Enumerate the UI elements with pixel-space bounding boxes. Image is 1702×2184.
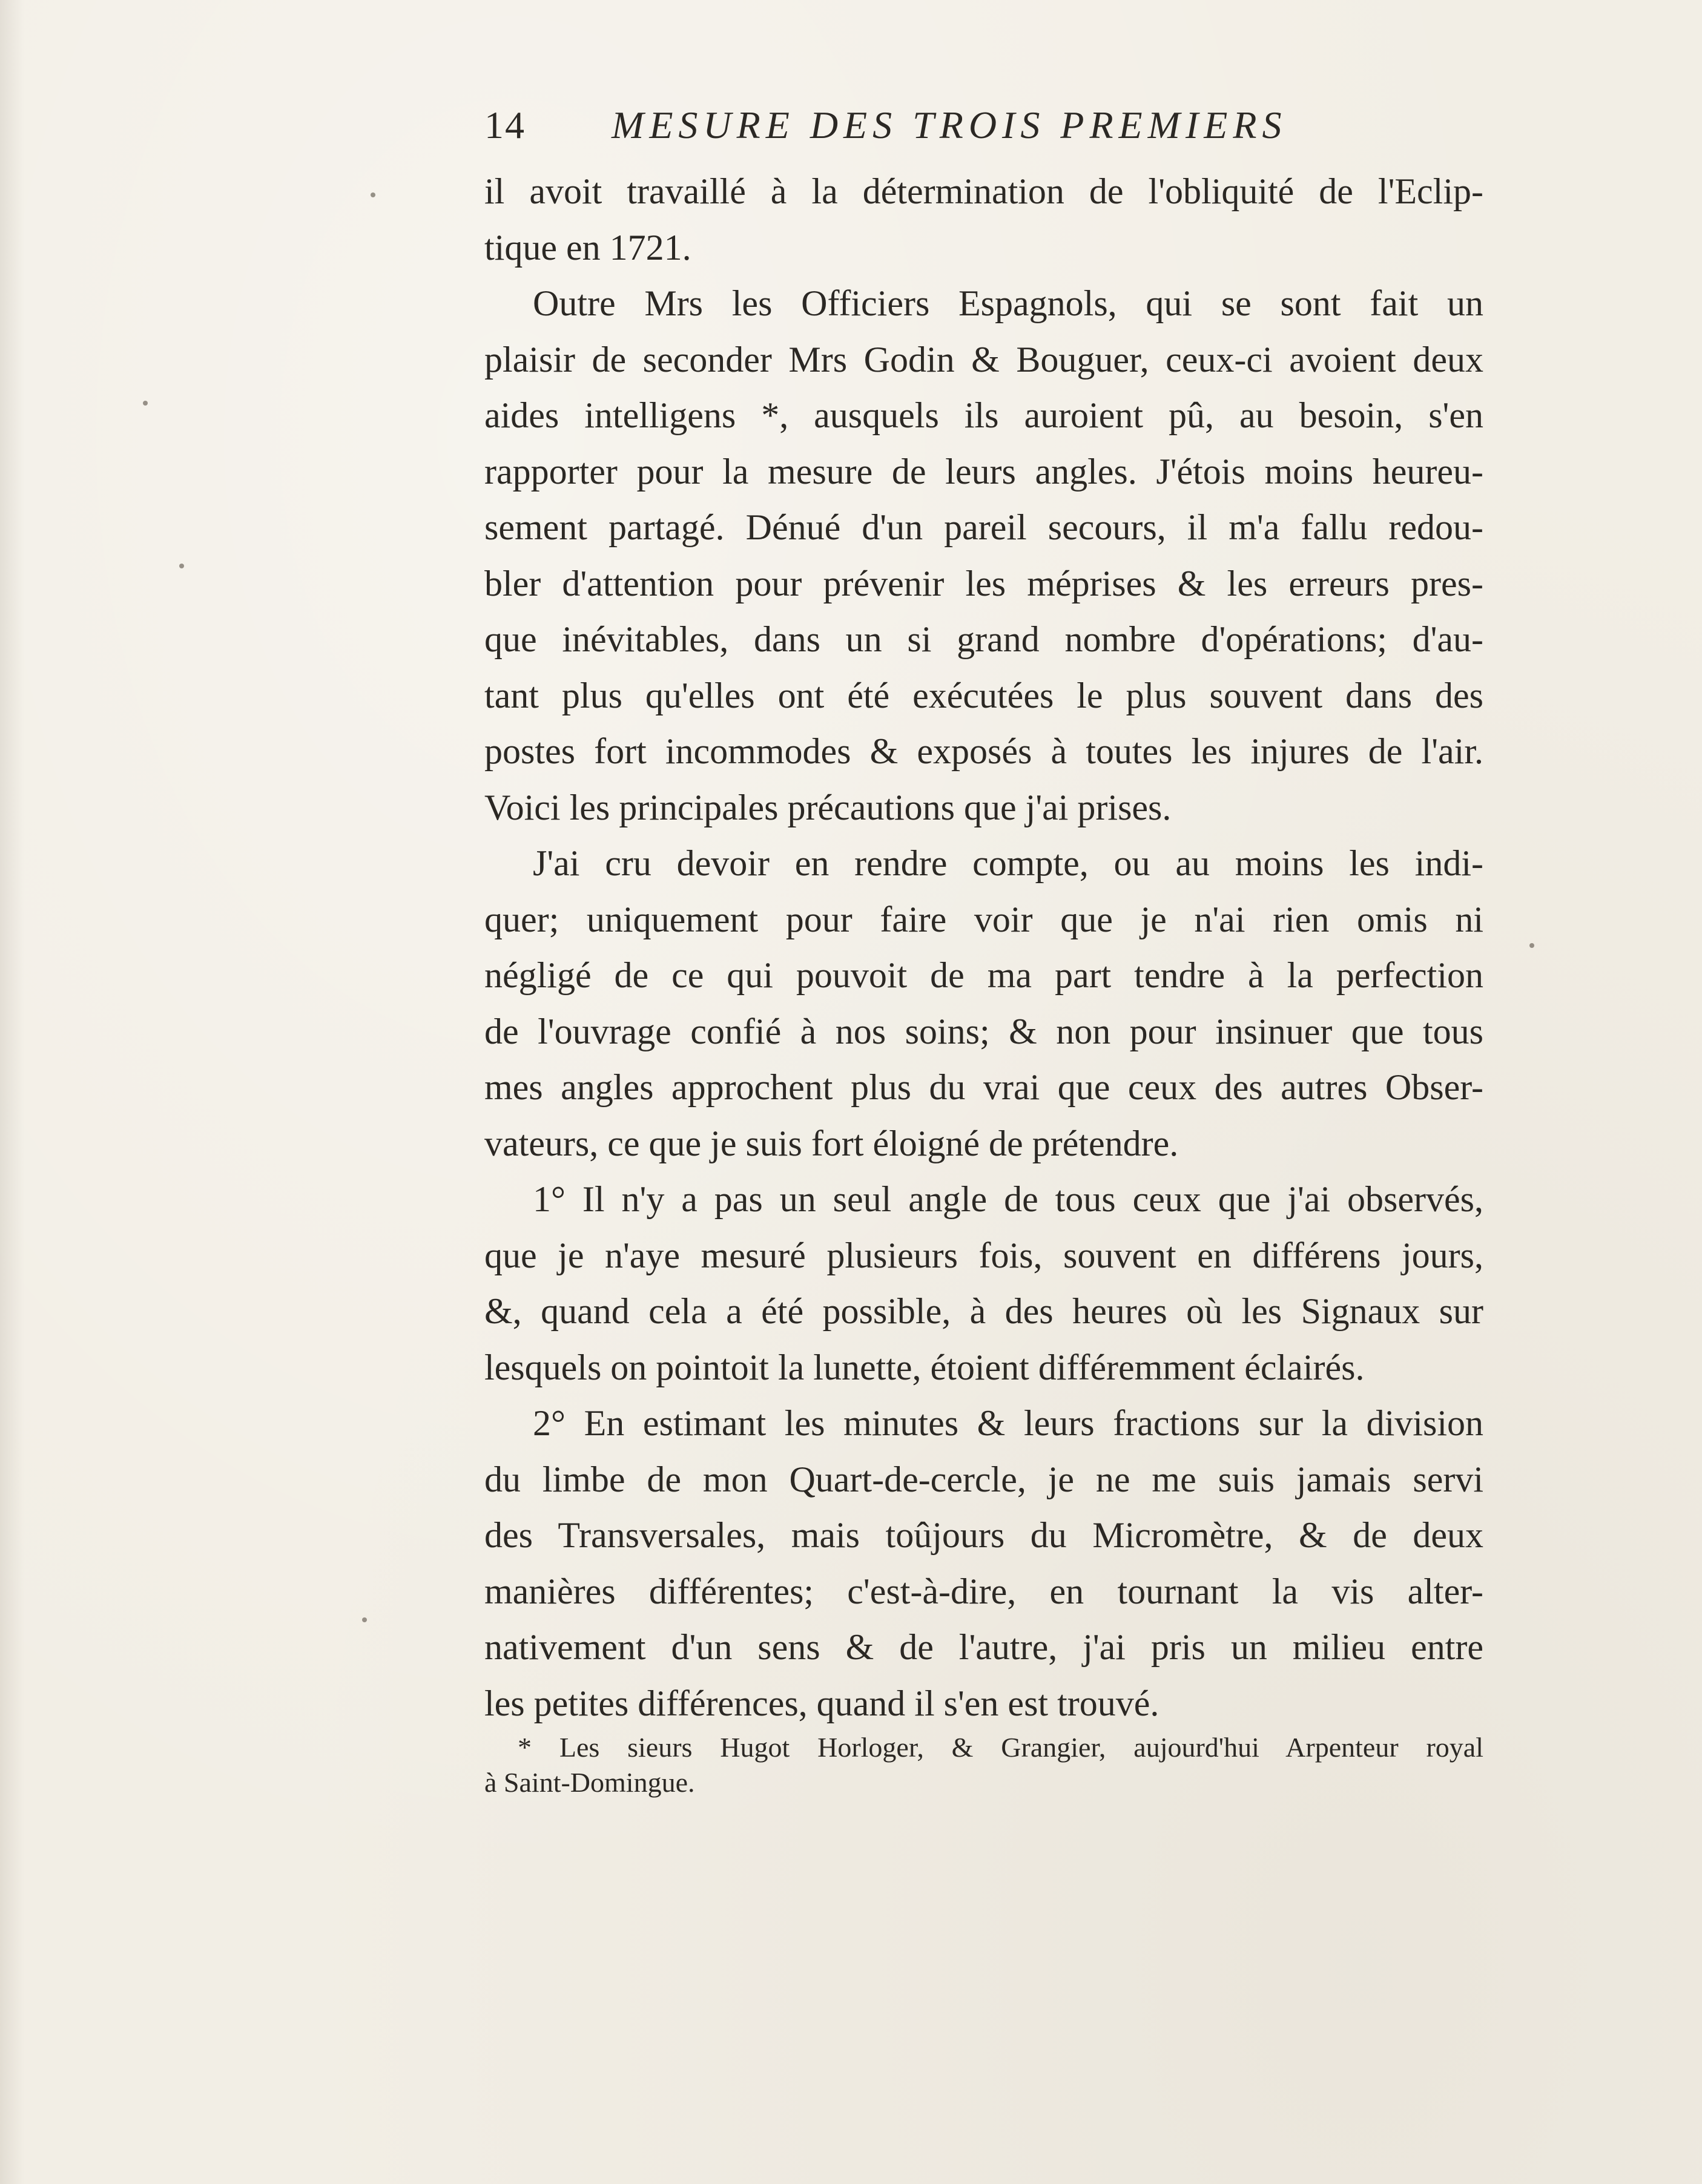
footnote-line: * Les sieurs Hugot Horloger, & Grangier, aujourd'hui Arpenteur royal [518,1732,1483,1763]
paper-speck [143,401,148,406]
text-line: aides intelligens *, ausquels ils auroient pû, au besoin, s'en [484,395,1483,435]
paper-speck [1529,943,1534,948]
page-edge-shadow [0,0,24,2184]
text-line: tique en 1721. [484,227,691,268]
text-line: tant plus qu'elles ont été exécutées le plus souvent dans des [484,675,1483,715]
paper-speck [179,564,184,568]
text-line: Outre Mrs les Officiers Espagnols, qui se sont fait un [533,283,1483,323]
page-header [484,97,1483,163]
text-line: lesquels on pointoit la lunette, étoient différemment éclairés. [484,1347,1365,1387]
text-line: de l'ouvrage confié à nos soins; & non pour insinuer que tous [484,1011,1483,1051]
text-line: 2° En estimant les minutes & leurs fractions sur la division [533,1403,1483,1443]
page-number: 14 [484,104,526,146]
paper-speck [362,1617,367,1622]
text-line: que je n'aye mesuré plusieurs fois, souvent en différens jours, [484,1235,1483,1275]
text-line: quer; uniquement pour faire voir que je n'ai rien omis ni [484,899,1483,939]
text-line: manières différentes; c'est-à-dire, en tournant la vis alter- [484,1571,1483,1611]
text-line: rapporter pour la mesure de leurs angles. J'étois moins heureu- [484,451,1483,492]
text-line: il avoit travaillé à la détermination de l'obliquité de l'Eclip- [484,171,1483,211]
text-line: nativement d'un sens & de l'autre, j'ai pris un milieu entre [484,1627,1483,1667]
text-line: que inévitables, dans un si grand nombre d'opérations; d'au- [484,619,1483,659]
paper-speck [371,192,375,197]
text-line: sement partagé. Dénué d'un pareil secours, il m'a fallu redou- [484,507,1483,547]
text-line: négligé de ce qui pouvoit de ma part tendre à la perfection [484,955,1483,995]
text-line: &, quand cela a été possible, à des heures où les Signaux sur [484,1291,1483,1331]
text-line: les petites différences, quand il s'en est trouvé. [484,1683,1159,1723]
text-line: Voici les principales précautions que j'ai prises. [484,787,1172,827]
text-line: mes angles approchent plus du vrai que ceux des autres Obser- [484,1067,1483,1107]
text-line: du limbe de mon Quart-de-cercle, je ne me suis jamais servi [484,1459,1483,1499]
text-line: postes fort incommodes & exposés à toutes les injures de l'air. [484,731,1483,771]
text-line: plaisir de seconder Mrs Godin & Bouguer, ceux-ci avoient deux [484,339,1483,380]
text-line: bler d'attention pour prévenir les méprises & les erreurs pres- [484,563,1483,604]
text-line: des Transversales, mais toûjours du Micromètre, & de deux [484,1515,1483,1555]
footnote-line: à Saint-Domingue. [484,1767,695,1798]
running-head: MESURE DES TROIS PREMIERS [612,104,1287,146]
text-line: 1° Il n'y a pas un seul angle de tous ceux que j'ai observés, [533,1179,1483,1219]
footnote [484,1730,1483,1800]
text-line: J'ai cru devoir en rendre compte, ou au moins les indi- [533,843,1483,883]
text-line: vateurs, ce que je suis fort éloigné de prétendre. [484,1123,1179,1163]
body-text [484,163,1483,1731]
